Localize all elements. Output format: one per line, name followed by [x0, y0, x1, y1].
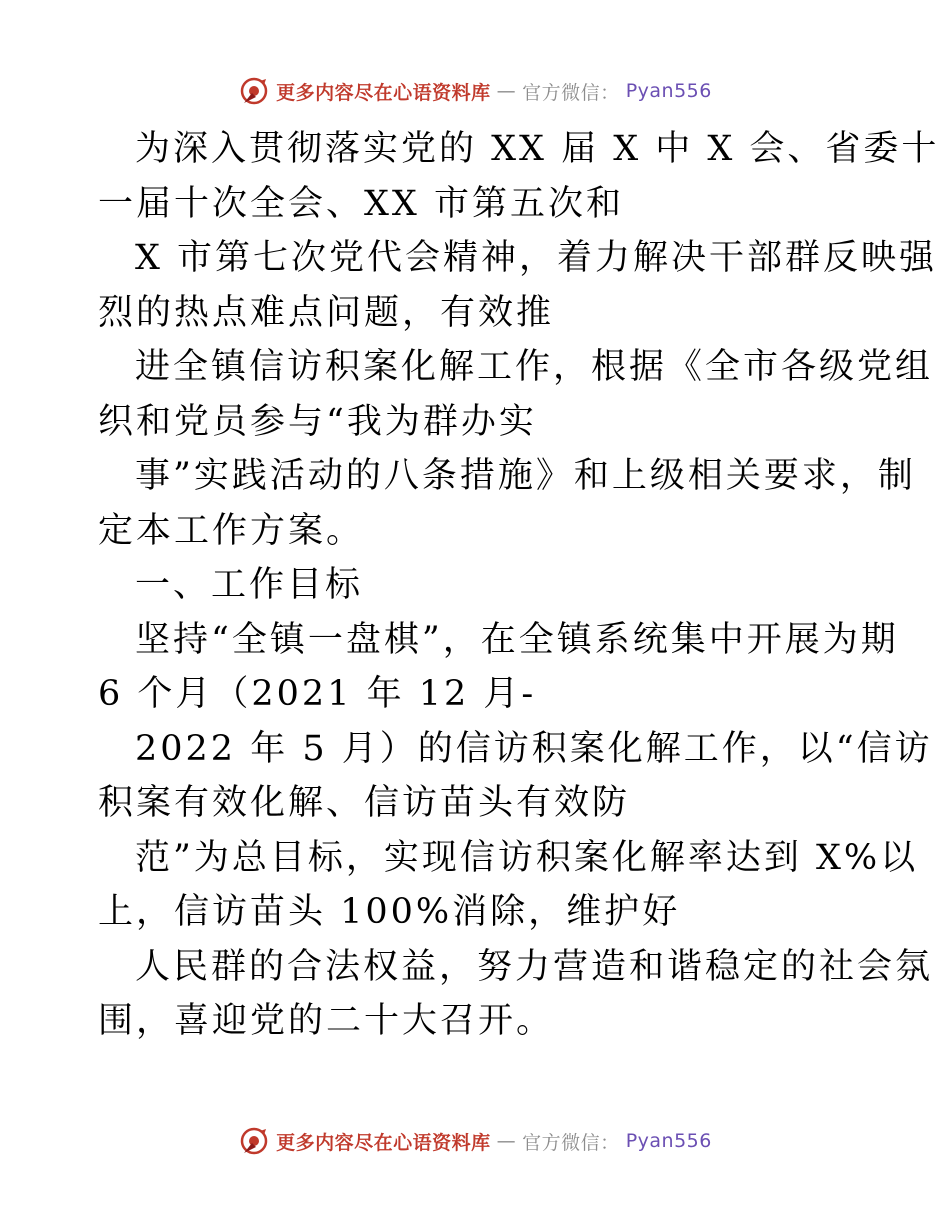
text-line: 范”为总目标，实现信访积案化解率达到 X%以 — [135, 837, 919, 878]
text-line: 人民群的合法权益，努力营造和谐稳定的社会氛 — [135, 946, 934, 987]
pen-logo-icon — [238, 1125, 270, 1157]
text-line: 烈的热点难点问题，有效推 — [98, 292, 555, 333]
text-line: 进全镇信访积案化解工作，根据《全市各级党组 — [135, 347, 934, 387]
header-watermark — [0, 72, 950, 110]
text-line: 坚持“全镇一盘棋”，在全镇系统集中开展为期 — [135, 619, 899, 660]
text-line: 定本工作方案。 — [98, 510, 365, 551]
document-body — [98, 122, 940, 1049]
text-line: 一届十次全会、XX 市第五次和 — [98, 183, 624, 224]
text-line: 2022 年 5 月）的信访积案化解工作，以“信访 — [135, 728, 933, 769]
text-line: 织和党员参与“我为群办实 — [98, 401, 537, 442]
watermark-wechat-label: 官方微信： — [522, 1131, 620, 1154]
pen-logo-icon — [238, 75, 270, 107]
watermark-dash: — — [496, 80, 517, 102]
watermark-site-text: 更多内容尽在心语资料库 — [276, 1131, 491, 1154]
section-heading: 一、工作目标 — [135, 565, 364, 605]
watermark-wechat-label: 官方微信： — [522, 81, 620, 104]
footer-watermark — [0, 1122, 950, 1160]
text-line: X 市第七次党代会精神，着力解决干部群反映强 — [135, 238, 938, 278]
watermark-dash: — — [496, 1130, 517, 1152]
watermark-wechat-id: Pyan556 — [625, 80, 712, 102]
text-line: 6 个月（2021 年 12 月- — [98, 674, 537, 714]
text-line: 为深入贯彻落实党的 XX 届 X 中 X 会、省委十 — [135, 129, 940, 169]
text-line: 上，信访苗头 100%消除，维护好 — [98, 892, 681, 932]
text-line: 围，喜迎党的二十大召开。 — [98, 1001, 555, 1041]
watermark-wechat-id: Pyan556 — [625, 1130, 712, 1152]
watermark-site-text: 更多内容尽在心语资料库 — [276, 81, 491, 104]
text-line: 事”实践活动的八条措施》和上级相关要求，制 — [135, 456, 916, 496]
text-line: 积案有效化解、信访苗头有效防 — [98, 783, 631, 823]
